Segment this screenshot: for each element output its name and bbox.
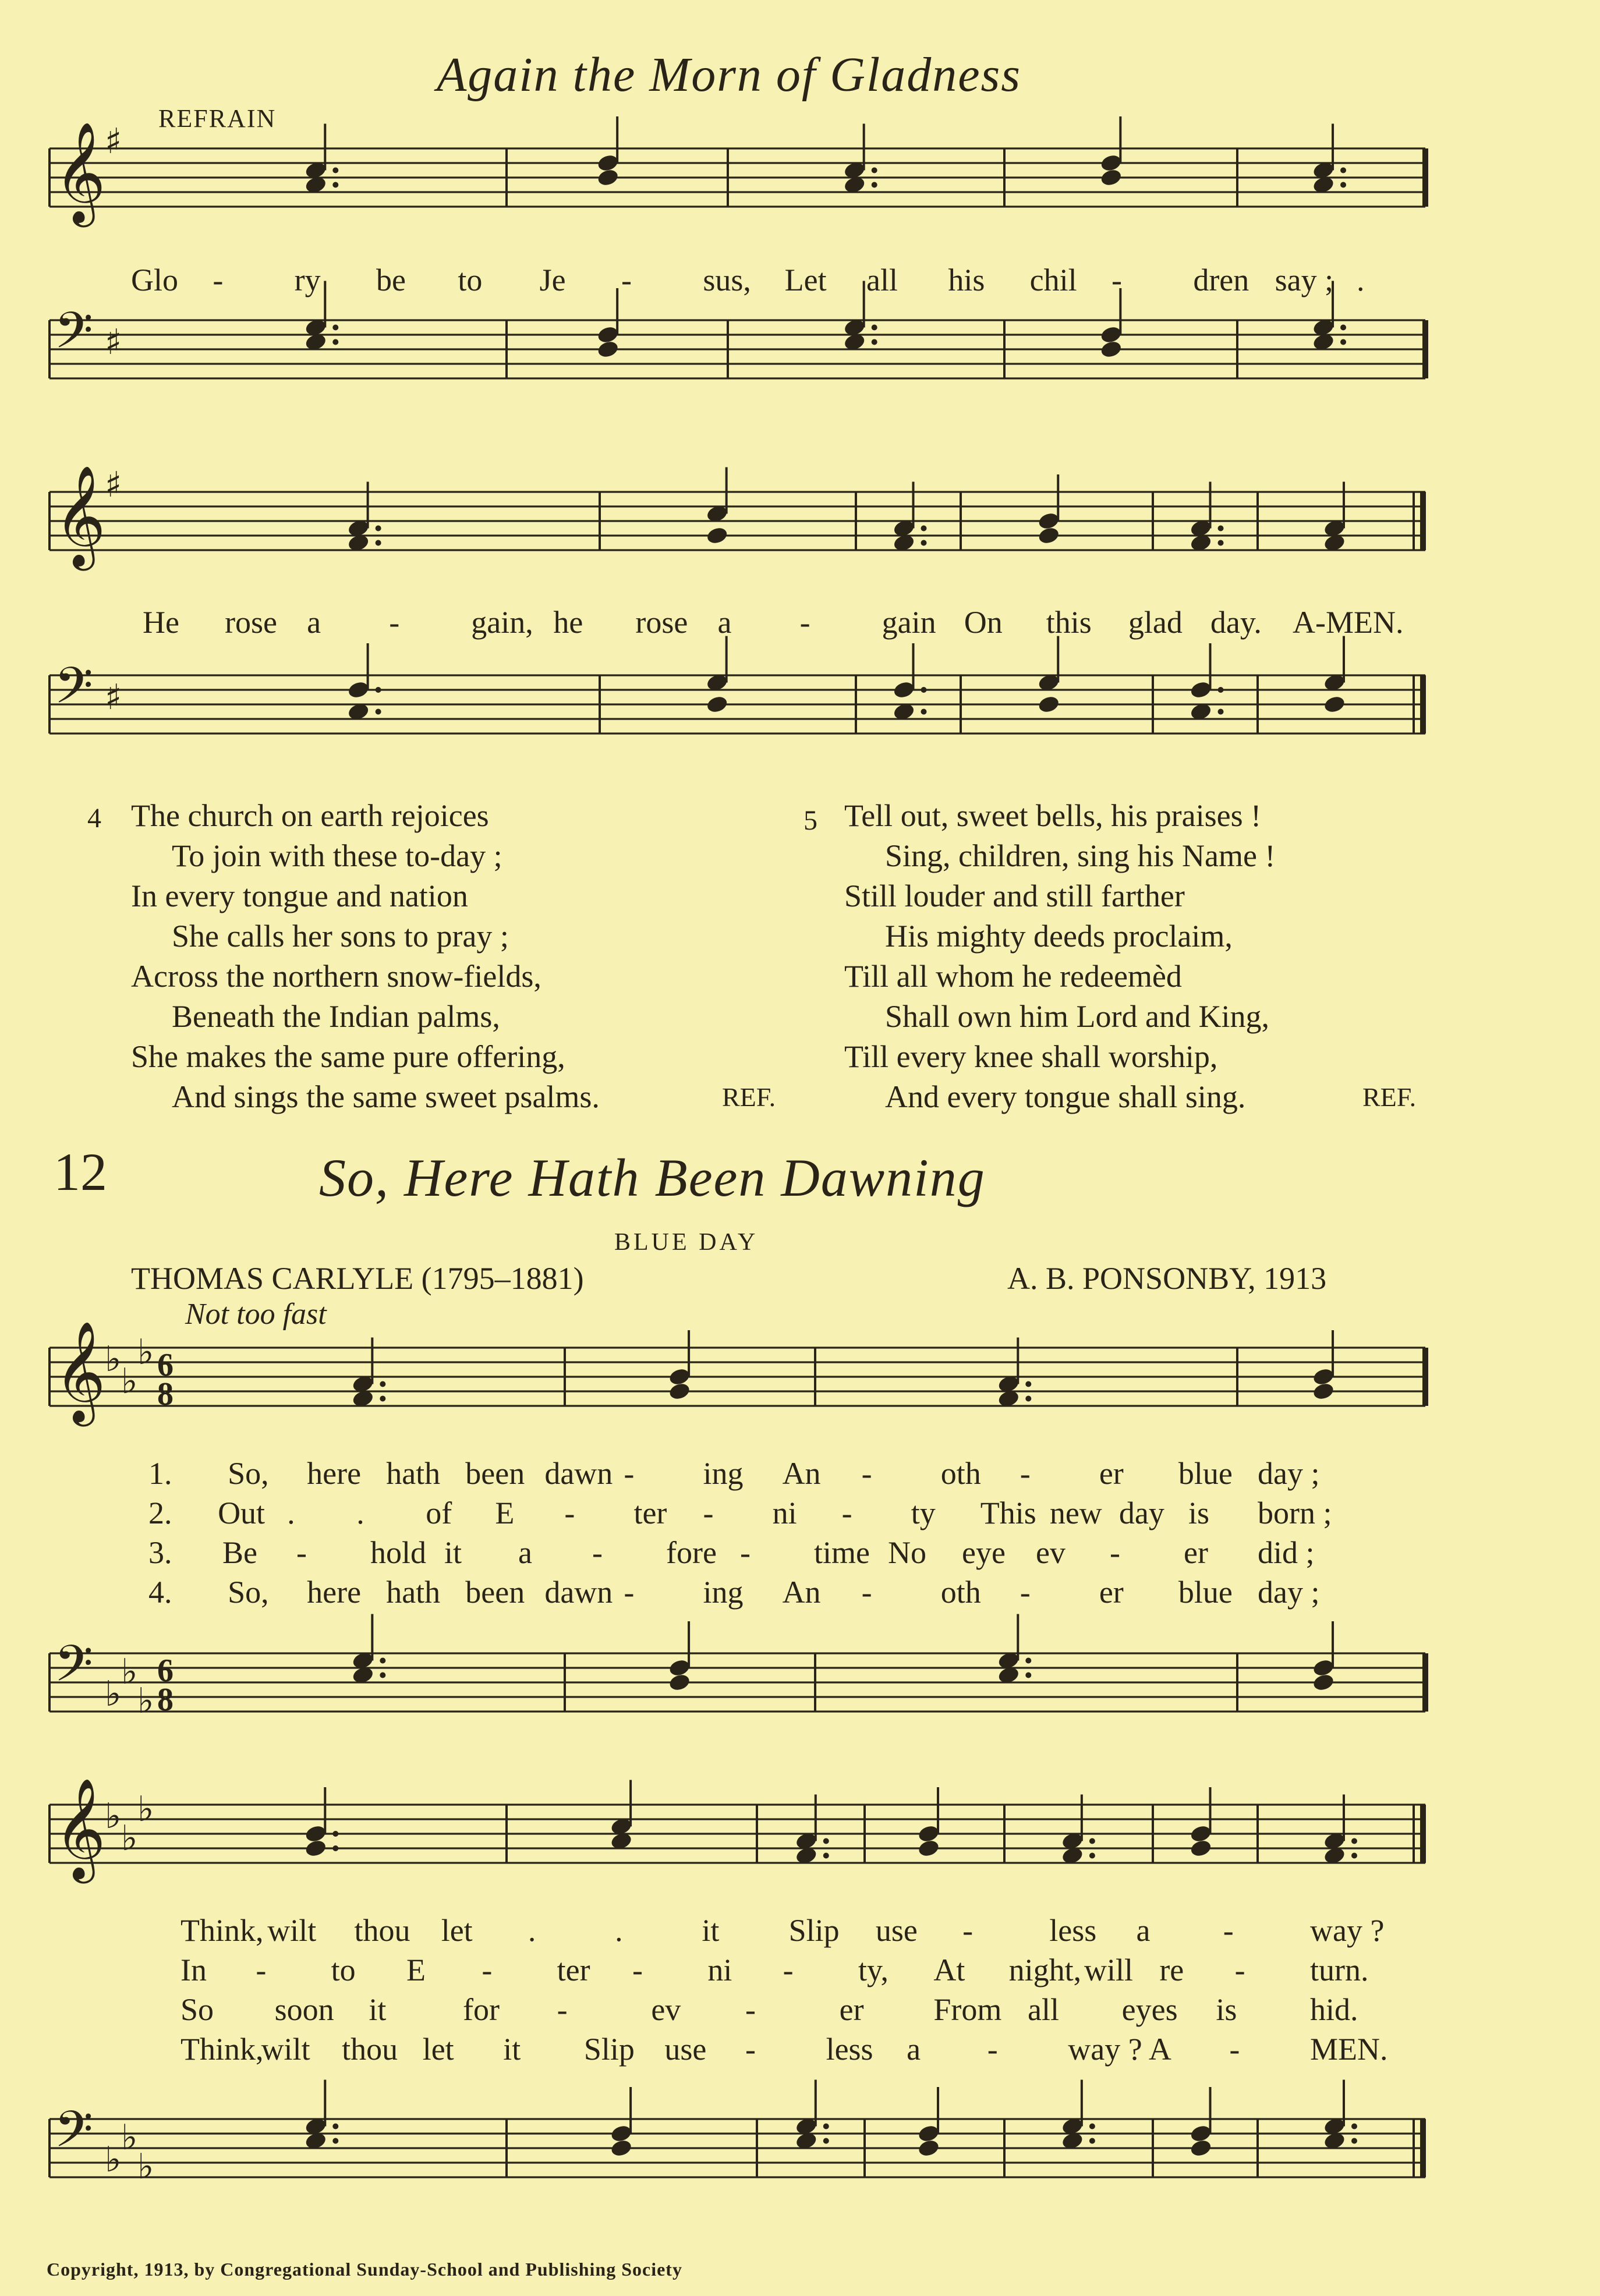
- lyric-syllable: -: [841, 1496, 852, 1530]
- verse-4: [87, 798, 803, 1124]
- flat-icon: ♭: [105, 1674, 122, 1714]
- bass-clef-icon: 𝄢: [54, 2100, 93, 2171]
- time-signature-numerator: 6: [157, 1653, 174, 1689]
- lyric-syllable: a: [907, 2032, 921, 2067]
- dot: [823, 2138, 829, 2144]
- sharp-icon: ♯: [105, 322, 122, 363]
- lyric-syllable: soon: [274, 1992, 334, 2027]
- lyric-syllable: let: [422, 2032, 454, 2067]
- lyric-syllable: dawn: [544, 1575, 613, 1610]
- dot: [332, 1831, 338, 1837]
- lyric-syllable: 1.: [148, 1456, 172, 1491]
- dot: [332, 1845, 338, 1851]
- lyric-syllable: -: [296, 1535, 307, 1570]
- dot: [1351, 1853, 1357, 1859]
- quarter-note: [1323, 695, 1346, 714]
- lyric-syllable: ty,: [858, 1953, 889, 1987]
- quarter-note: [596, 168, 620, 187]
- lyric-syllable: ter: [633, 1496, 667, 1530]
- lyric-syllable: ing: [703, 1456, 744, 1491]
- verse-4-line: In every tongue and nation: [131, 878, 468, 913]
- lyric-syllable: here: [307, 1456, 362, 1491]
- flat-icon: ♭: [137, 2146, 154, 2187]
- lyric-syllable: ni: [707, 1953, 732, 1987]
- dot: [1340, 182, 1346, 188]
- quarter-note: [1312, 1381, 1335, 1401]
- lyric-syllable: ev: [1036, 1535, 1066, 1570]
- tune-name: BLUE DAY: [614, 1229, 759, 1256]
- verse-5-line: Sing, children, sing his Name !: [885, 838, 1276, 873]
- treble-clef-icon: 𝄞: [54, 1778, 106, 1879]
- dot: [1089, 2138, 1095, 2144]
- lyric-syllable: -: [621, 263, 632, 297]
- hymn-a-lyrics-row2: [0, 604, 1600, 645]
- staff-a1-bass: [0, 301, 1600, 390]
- lyric-syllable: ty: [911, 1496, 936, 1530]
- hymn-a-title: Again the Morn of Gladness: [437, 48, 1021, 102]
- dot: [376, 687, 381, 693]
- lyric-syllable: .: [528, 1913, 536, 1948]
- hymn-a-lyrics-row1: [0, 262, 1600, 303]
- dot: [1089, 1853, 1095, 1859]
- lyric-syllable: a: [717, 605, 732, 640]
- quarter-note: [706, 695, 729, 714]
- lyric-syllable: Glo: [131, 263, 178, 297]
- lyric-syllable: blue: [1178, 1575, 1233, 1610]
- dot: [921, 540, 927, 546]
- dot: [1340, 168, 1346, 173]
- lyric-syllable: thou: [342, 2032, 398, 2067]
- lyric-syllable: 4.: [148, 1575, 172, 1610]
- lyric-syllable: Think,: [180, 1913, 264, 1948]
- dot: [1218, 709, 1224, 715]
- lyric-syllable: is: [1188, 1496, 1209, 1530]
- refrain-label: REFRAIN: [158, 104, 277, 133]
- dot: [380, 1381, 385, 1387]
- lyric-syllable: Be: [222, 1535, 257, 1570]
- dot: [921, 526, 927, 532]
- verse-5-line: Tell out, sweet bells, his praises !: [844, 798, 1262, 833]
- lyric-syllable: At: [933, 1953, 965, 1987]
- quarter-note: [706, 526, 729, 545]
- lyric-syllable: it: [702, 1913, 720, 1948]
- dot: [1218, 687, 1224, 693]
- staff-a2-bass: [0, 656, 1600, 745]
- dot: [332, 325, 338, 331]
- lyric-syllable: wilt: [267, 1913, 317, 1948]
- flat-icon: ♭: [137, 1332, 154, 1373]
- lyric-syllable: new: [1049, 1496, 1102, 1530]
- lyric-syllable: -: [632, 1953, 643, 1987]
- lyric-syllable: .: [615, 1913, 623, 1948]
- staff-b2-treble: [0, 1778, 1600, 1879]
- lyric-syllable: -: [624, 1456, 635, 1491]
- lyric-syllable: to: [331, 1953, 356, 1987]
- composer-credit: A. B. PONSONBY, 1913: [1007, 1261, 1327, 1296]
- lyric-syllable: -: [783, 1953, 794, 1987]
- quarter-note: [668, 1673, 691, 1692]
- bass-clef-icon: 𝄢: [54, 301, 93, 372]
- lyric-syllable: re: [1159, 1953, 1184, 1987]
- lyric-syllable: rose: [635, 605, 688, 640]
- lyric-syllable: thou: [354, 1913, 410, 1948]
- verse-4-line: She calls her sons to pray ;: [172, 919, 509, 954]
- flat-icon: ♭: [105, 1339, 122, 1380]
- dot: [380, 1673, 385, 1678]
- lyric-syllable: .: [356, 1496, 364, 1530]
- dot: [921, 709, 927, 715]
- lyric-syllable: ter: [557, 1953, 590, 1987]
- lyric-syllable: hold: [370, 1535, 427, 1570]
- dot: [823, 2124, 829, 2130]
- verse-4-line: She makes the same pure offering,: [131, 1039, 565, 1074]
- lyric-syllable: -: [482, 1953, 493, 1987]
- lyric-syllable: -: [256, 1953, 267, 1987]
- lyric-syllable: been: [465, 1456, 525, 1491]
- lyric-syllable: So: [180, 1992, 214, 2027]
- lyric-syllable: use: [664, 2032, 707, 2067]
- lyric-syllable: a: [307, 605, 321, 640]
- lyric-syllable: -: [1020, 1575, 1031, 1610]
- lyric-syllable: -: [799, 605, 810, 640]
- quarter-note: [1189, 2138, 1212, 2158]
- dot: [872, 325, 877, 331]
- lyric-syllable: From: [933, 1992, 1002, 2027]
- lyric-syllable: time: [814, 1535, 870, 1570]
- flat-icon: ♭: [121, 1361, 138, 1402]
- lyric-syllable: hid.: [1310, 1992, 1358, 2027]
- dot: [1340, 339, 1346, 345]
- lyric-syllable: -: [1111, 263, 1122, 297]
- lyric-syllable: blue: [1178, 1456, 1233, 1491]
- lyric-syllable: hath: [386, 1456, 441, 1491]
- verse-5-line: And every tongue shall sing.: [885, 1079, 1246, 1114]
- treble-clef-icon: 𝄞: [54, 465, 106, 566]
- lyric-syllable: In: [180, 1953, 207, 1987]
- dot: [376, 540, 381, 546]
- lyric-syllable: -: [564, 1496, 575, 1530]
- sharp-icon: ♯: [105, 465, 122, 505]
- lyric-syllable: So,: [228, 1456, 269, 1491]
- hymn-b-lyrics-s1: [0, 1455, 1600, 1630]
- lyric-syllable: .: [287, 1496, 295, 1530]
- lyric-syllable: it: [369, 1992, 387, 2027]
- lyric-syllable: did ;: [1258, 1535, 1315, 1570]
- verse-4-line: And sings the same sweet psalms.: [172, 1079, 600, 1114]
- staff-b2-bass: [0, 2100, 1600, 2189]
- dot: [380, 1396, 385, 1402]
- quarter-note: [668, 1381, 691, 1401]
- lyric-syllable: MEN.: [1310, 2032, 1388, 2067]
- dot: [1025, 1658, 1031, 1664]
- lyric-syllable: No: [888, 1535, 926, 1570]
- quarter-note: [1037, 695, 1060, 714]
- verse-5-ref: REF.: [1362, 1082, 1417, 1112]
- lyric-syllable: dawn: [544, 1456, 613, 1491]
- lyric-syllable: So,: [228, 1575, 269, 1610]
- hymn-b-lyrics-s2: [0, 1912, 1600, 2087]
- lyric-syllable: ev: [651, 1992, 681, 2027]
- quarter-note: [1037, 526, 1060, 545]
- dot: [376, 526, 381, 532]
- hymn-b-title: So, Here Hath Been Dawning: [319, 1148, 986, 1207]
- lyric-syllable: less: [1049, 1913, 1097, 1948]
- lyric-syllable: rose: [225, 605, 278, 640]
- verse-5-line: Still louder and still farther: [844, 878, 1185, 913]
- verse-5-line: Till every knee shall worship,: [844, 1039, 1218, 1074]
- lyric-syllable: 2.: [148, 1496, 172, 1530]
- lyric-syllable: On: [964, 605, 1003, 640]
- dot: [921, 687, 927, 693]
- lyric-syllable: day ;: [1258, 1575, 1320, 1610]
- lyric-syllable: will: [1084, 1953, 1134, 1987]
- lyric-syllable: -: [1234, 1953, 1245, 1987]
- lyric-syllable: -: [861, 1456, 872, 1491]
- lyric-syllable: er: [1099, 1456, 1124, 1491]
- lyric-syllable: -: [962, 1913, 974, 1948]
- dot: [376, 709, 381, 715]
- time-signature-numerator: 6: [157, 1347, 174, 1383]
- staff-b1-bass: [0, 1634, 1600, 1723]
- lyric-syllable: Slip: [788, 1913, 840, 1948]
- lyric-syllable: A-MEN.: [1293, 605, 1404, 640]
- lyric-syllable: er: [1099, 1575, 1124, 1610]
- lyric-syllable: Out: [218, 1496, 266, 1530]
- lyric-syllable: sus,: [703, 263, 751, 297]
- lyric-syllable: eyes: [1121, 1992, 1178, 2027]
- lyric-syllable: eye: [962, 1535, 1006, 1570]
- dot: [332, 168, 338, 173]
- treble-clef-icon: 𝄞: [54, 122, 106, 223]
- quarter-note: [1099, 339, 1123, 359]
- quarter-note: [304, 1838, 327, 1858]
- dot: [1089, 2124, 1095, 2130]
- lyric-syllable: -: [389, 605, 400, 640]
- dot: [823, 1853, 829, 1859]
- lyric-syllable: -: [745, 2032, 756, 2067]
- lyric-syllable: is: [1216, 1992, 1237, 2027]
- lyric-syllable: -: [740, 1535, 751, 1570]
- lyric-syllable: 3.: [148, 1535, 172, 1570]
- flat-icon: ♭: [121, 1652, 138, 1692]
- lyric-syllable: let: [441, 1913, 473, 1948]
- lyric-syllable: for: [463, 1992, 500, 2027]
- dot: [872, 339, 877, 345]
- verse-4-line: Across the northern snow-fields,: [131, 959, 541, 994]
- quarter-note: [1099, 168, 1123, 187]
- lyric-syllable: chil: [1029, 263, 1077, 297]
- lyric-syllable: been: [465, 1575, 525, 1610]
- lyric-syllable: ry: [294, 263, 321, 297]
- lyric-syllable: -: [1020, 1456, 1031, 1491]
- dot: [1218, 526, 1224, 532]
- lyric-syllable: Let: [784, 263, 827, 297]
- lyric-syllable: day.: [1210, 605, 1262, 640]
- bass-clef-icon: 𝄢: [54, 1634, 93, 1705]
- bass-clef-icon: 𝄢: [54, 656, 93, 727]
- lyric-syllable: -: [745, 1992, 756, 2027]
- dot: [1218, 540, 1224, 546]
- dot: [332, 2138, 338, 2144]
- verse-5-line: His mighty deeds proclaim,: [885, 919, 1233, 954]
- staff-b1-treble: [0, 1321, 1600, 1422]
- lyric-syllable: fore: [666, 1535, 717, 1570]
- lyric-syllable: hath: [386, 1575, 441, 1610]
- lyric-syllable: E: [495, 1496, 515, 1530]
- dot: [1025, 1381, 1031, 1387]
- dot: [1340, 325, 1346, 331]
- lyric-syllable: wilt: [261, 2032, 310, 2067]
- author-credit: THOMAS CARLYLE (1795–1881): [131, 1261, 584, 1296]
- dot: [332, 2124, 338, 2130]
- flat-icon: ♭: [105, 2139, 122, 2180]
- treble-clef-icon: 𝄞: [54, 1321, 106, 1422]
- verse-4-line: To join with these to-day ;: [172, 838, 502, 873]
- staff-a2-treble: [0, 465, 1600, 566]
- dot: [1025, 1673, 1031, 1678]
- quarter-note: [917, 2138, 940, 2158]
- lyric-syllable: ing: [703, 1575, 744, 1610]
- lyric-syllable: -: [1223, 1913, 1234, 1948]
- lyric-syllable: E: [406, 1953, 426, 1987]
- flat-icon: ♭: [137, 1789, 154, 1830]
- lyric-syllable: a: [1136, 1913, 1151, 1948]
- dot: [1351, 2138, 1357, 2144]
- lyric-syllable: use: [875, 1913, 918, 1948]
- lyric-syllable: day: [1118, 1496, 1164, 1530]
- lyric-syllable: oth: [940, 1456, 981, 1491]
- verse-4-line: The church on earth rejoices: [131, 798, 489, 833]
- time-signature-denominator: 8: [157, 1376, 174, 1412]
- verse-5-line: Till all whom he redeemèd: [844, 959, 1182, 994]
- lyric-syllable: be: [376, 263, 406, 297]
- lyric-syllable: -: [213, 263, 224, 297]
- lyric-syllable: he: [553, 605, 583, 640]
- lyric-syllable: Slip: [583, 2032, 635, 2067]
- lyric-syllable: An: [782, 1456, 821, 1491]
- lyric-syllable: er: [839, 1992, 864, 2027]
- verse-4-number: 4: [87, 803, 101, 834]
- flat-icon: ♭: [137, 1681, 154, 1721]
- lyric-syllable: An: [782, 1575, 821, 1610]
- quarter-note: [610, 2138, 633, 2158]
- lyric-syllable: his: [948, 263, 985, 297]
- sharp-icon: ♯: [105, 121, 122, 162]
- lyric-syllable: to: [458, 263, 483, 297]
- quarter-note: [596, 339, 620, 359]
- lyric-syllable: He: [143, 605, 179, 640]
- sharp-icon: ♯: [105, 677, 122, 718]
- quarter-note: [1312, 1673, 1335, 1692]
- quarter-note: [917, 1838, 940, 1858]
- lyric-syllable: turn.: [1310, 1953, 1369, 1987]
- lyric-syllable: -: [624, 1575, 635, 1610]
- lyric-syllable: say ;: [1275, 263, 1334, 297]
- copyright-notice: Copyright, 1913, by Congregational Sunday-School and Publishing Society: [47, 2259, 682, 2280]
- lyric-syllable: ni: [772, 1496, 797, 1530]
- lyric-syllable: -: [1229, 2032, 1240, 2067]
- lyric-syllable: born ;: [1258, 1496, 1332, 1530]
- dot: [380, 1658, 385, 1664]
- lyric-syllable: way ?: [1068, 2032, 1142, 2067]
- lyric-syllable: .: [1357, 263, 1365, 297]
- lyric-syllable: er: [1184, 1535, 1208, 1570]
- flat-icon: ♭: [121, 1818, 138, 1859]
- verse-4-ref: REF.: [722, 1082, 776, 1112]
- lyric-syllable: -: [557, 1992, 568, 2027]
- lyric-syllable: oth: [940, 1575, 981, 1610]
- lyric-syllable: -: [1110, 1535, 1120, 1570]
- lyric-syllable: night,: [1008, 1953, 1082, 1987]
- lyric-syllable: here: [307, 1575, 362, 1610]
- verse-5: [803, 798, 1531, 1124]
- lyric-syllable: a: [518, 1535, 532, 1570]
- dot: [872, 168, 877, 173]
- lyric-syllable: all: [866, 263, 898, 297]
- lyric-syllable: it: [444, 1535, 462, 1570]
- lyric-syllable: Think,: [180, 2032, 264, 2067]
- lyric-syllable: glad: [1128, 605, 1183, 640]
- lyric-syllable: this: [1046, 605, 1092, 640]
- lyric-syllable: This: [980, 1496, 1036, 1530]
- staff-a1-treble: [0, 121, 1600, 223]
- lyric-syllable: gain,: [471, 605, 533, 640]
- lyric-syllable: way ?: [1310, 1913, 1385, 1948]
- verse-4-line: Beneath the Indian palms,: [172, 999, 500, 1034]
- lyric-syllable: -: [987, 2032, 998, 2067]
- time-signature-denominator: 8: [157, 1682, 174, 1718]
- lyric-syllable: all: [1028, 1992, 1059, 2027]
- lyric-syllable: it: [503, 2032, 521, 2067]
- verse-5-number: 5: [803, 805, 817, 836]
- flat-icon: ♭: [121, 2117, 138, 2158]
- quarter-note: [1189, 1838, 1212, 1858]
- dot: [1351, 2124, 1357, 2130]
- lyric-syllable: dren: [1193, 263, 1249, 297]
- lyric-syllable: -: [861, 1575, 872, 1610]
- lyric-syllable: A: [1148, 2032, 1171, 2067]
- lyric-syllable: less: [826, 2032, 873, 2067]
- lyric-syllable: day ;: [1258, 1456, 1320, 1491]
- lyric-syllable: of: [426, 1496, 452, 1530]
- dot: [1351, 1838, 1357, 1844]
- dot: [872, 182, 877, 188]
- verse-5-line: Shall own him Lord and King,: [885, 999, 1269, 1034]
- flat-icon: ♭: [105, 1796, 122, 1837]
- tempo-marking: Not too fast: [185, 1298, 327, 1331]
- dot: [332, 339, 338, 345]
- dot: [1089, 1838, 1095, 1844]
- dot: [823, 1838, 829, 1844]
- lyric-syllable: -: [703, 1496, 714, 1530]
- dot: [1025, 1396, 1031, 1402]
- lyric-syllable: gain: [882, 605, 936, 640]
- lyric-syllable: Je: [539, 263, 566, 297]
- hymn-number: 12: [54, 1142, 107, 1202]
- lyric-syllable: -: [592, 1535, 603, 1570]
- dot: [332, 182, 338, 188]
